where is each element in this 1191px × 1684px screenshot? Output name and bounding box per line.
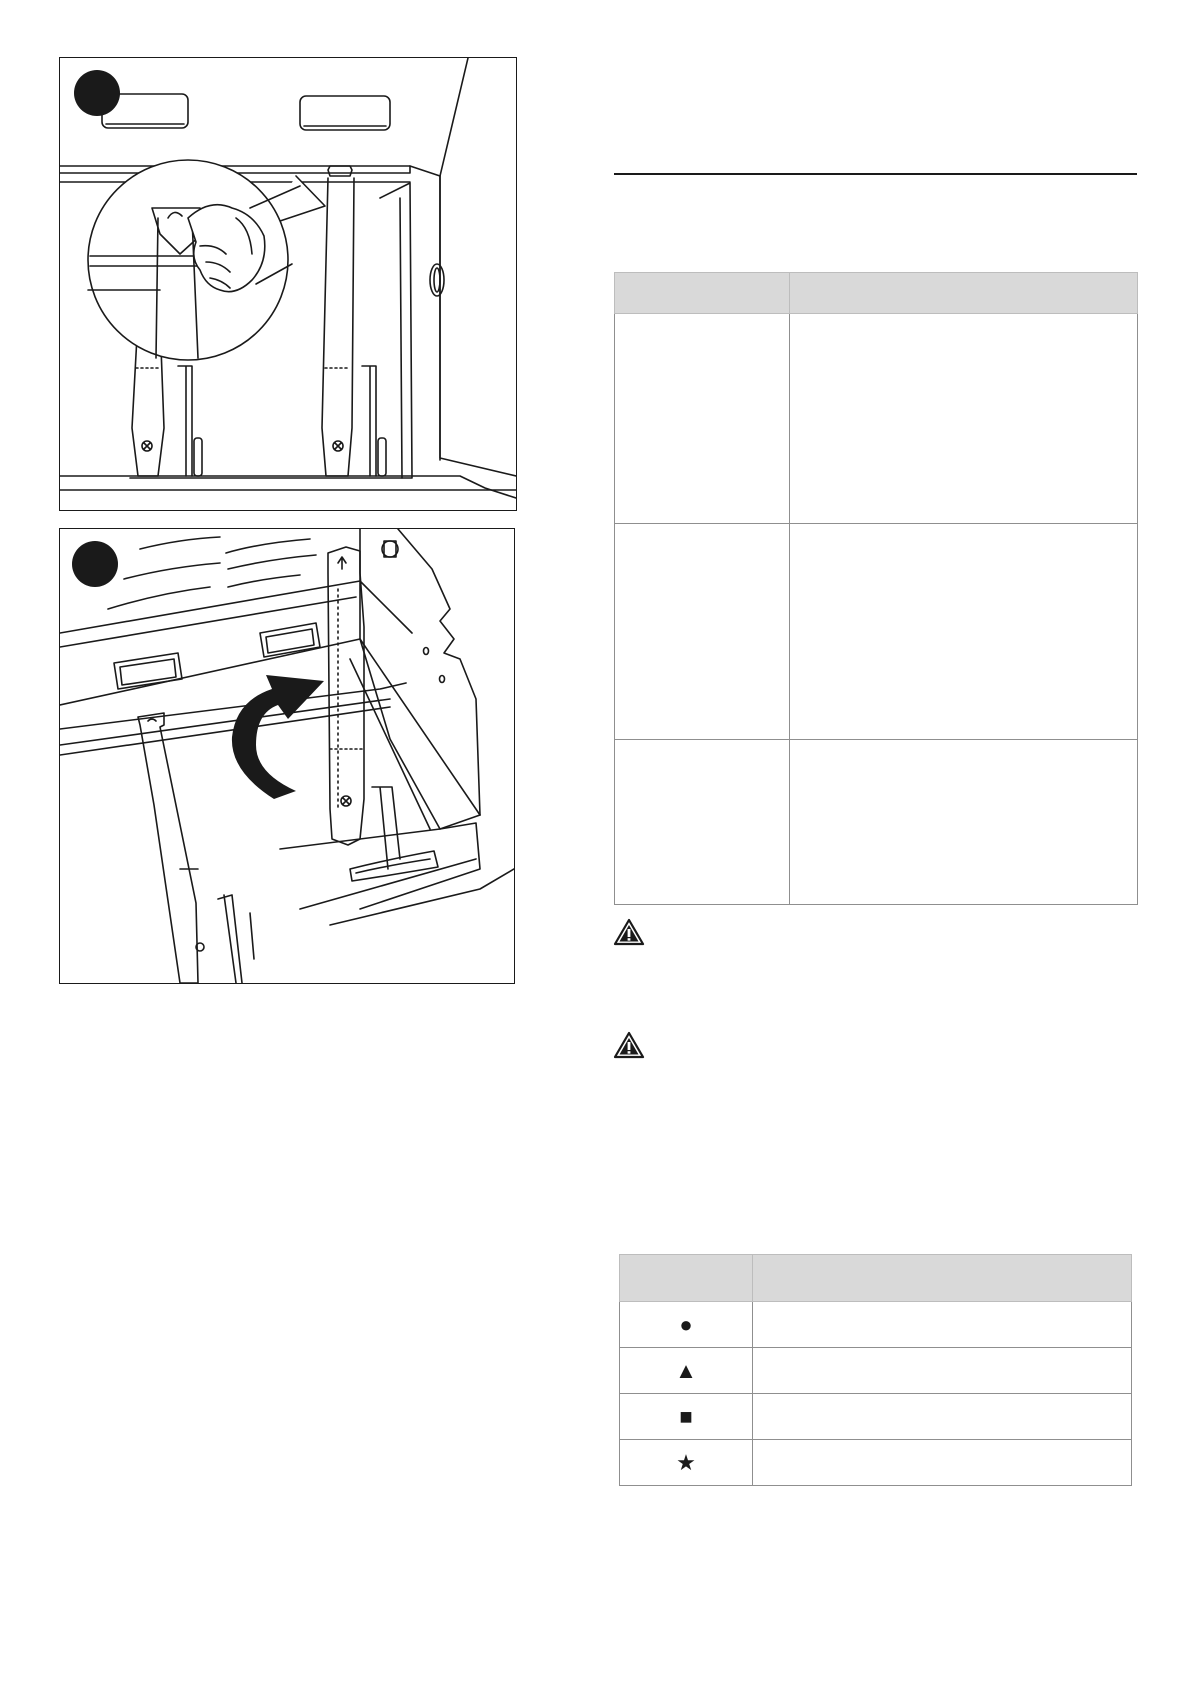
table-row (615, 524, 1138, 740)
figure-step-2 (59, 528, 515, 984)
step-number-badge (72, 541, 118, 587)
table-row (620, 1440, 1132, 1486)
warning-triangle-icon (613, 1031, 645, 1059)
table-header-row (615, 273, 1138, 314)
table-cell (620, 1348, 753, 1394)
symbol-legend-table (619, 1254, 1132, 1486)
burner-rotation-illustration (60, 529, 514, 983)
table-row (620, 1302, 1132, 1348)
table-header-cell (615, 273, 790, 314)
triangle-symbol-icon: ▲ (675, 1357, 697, 1383)
table-cell (790, 314, 1138, 524)
circle-symbol-icon: ● (679, 1311, 693, 1337)
star-symbol-icon: ★ (676, 1449, 696, 1475)
table-cell (620, 1440, 753, 1486)
table-cell (790, 524, 1138, 740)
table-cell (620, 1394, 753, 1440)
section-divider (614, 173, 1137, 175)
table-cell (620, 1302, 753, 1348)
table-cell (615, 314, 790, 524)
table-header-row (620, 1255, 1132, 1302)
table-header-cell (620, 1255, 753, 1302)
square-symbol-icon: ■ (679, 1403, 693, 1429)
table-header-cell (753, 1255, 1132, 1302)
figure-step-1 (59, 57, 517, 511)
table-header-cell (790, 273, 1138, 314)
table-cell (753, 1440, 1132, 1486)
step-number-badge (74, 70, 120, 116)
table-row (620, 1348, 1132, 1394)
table-row (620, 1394, 1132, 1440)
table-cell (615, 524, 790, 740)
table-cell (753, 1302, 1132, 1348)
table-cell (615, 740, 790, 905)
burner-removal-illustration (60, 58, 516, 510)
info-table (614, 272, 1138, 905)
table-row (615, 740, 1138, 905)
table-cell (790, 740, 1138, 905)
table-cell (753, 1348, 1132, 1394)
table-row (615, 314, 1138, 524)
warning-triangle-icon (613, 918, 645, 946)
table-cell (753, 1394, 1132, 1440)
